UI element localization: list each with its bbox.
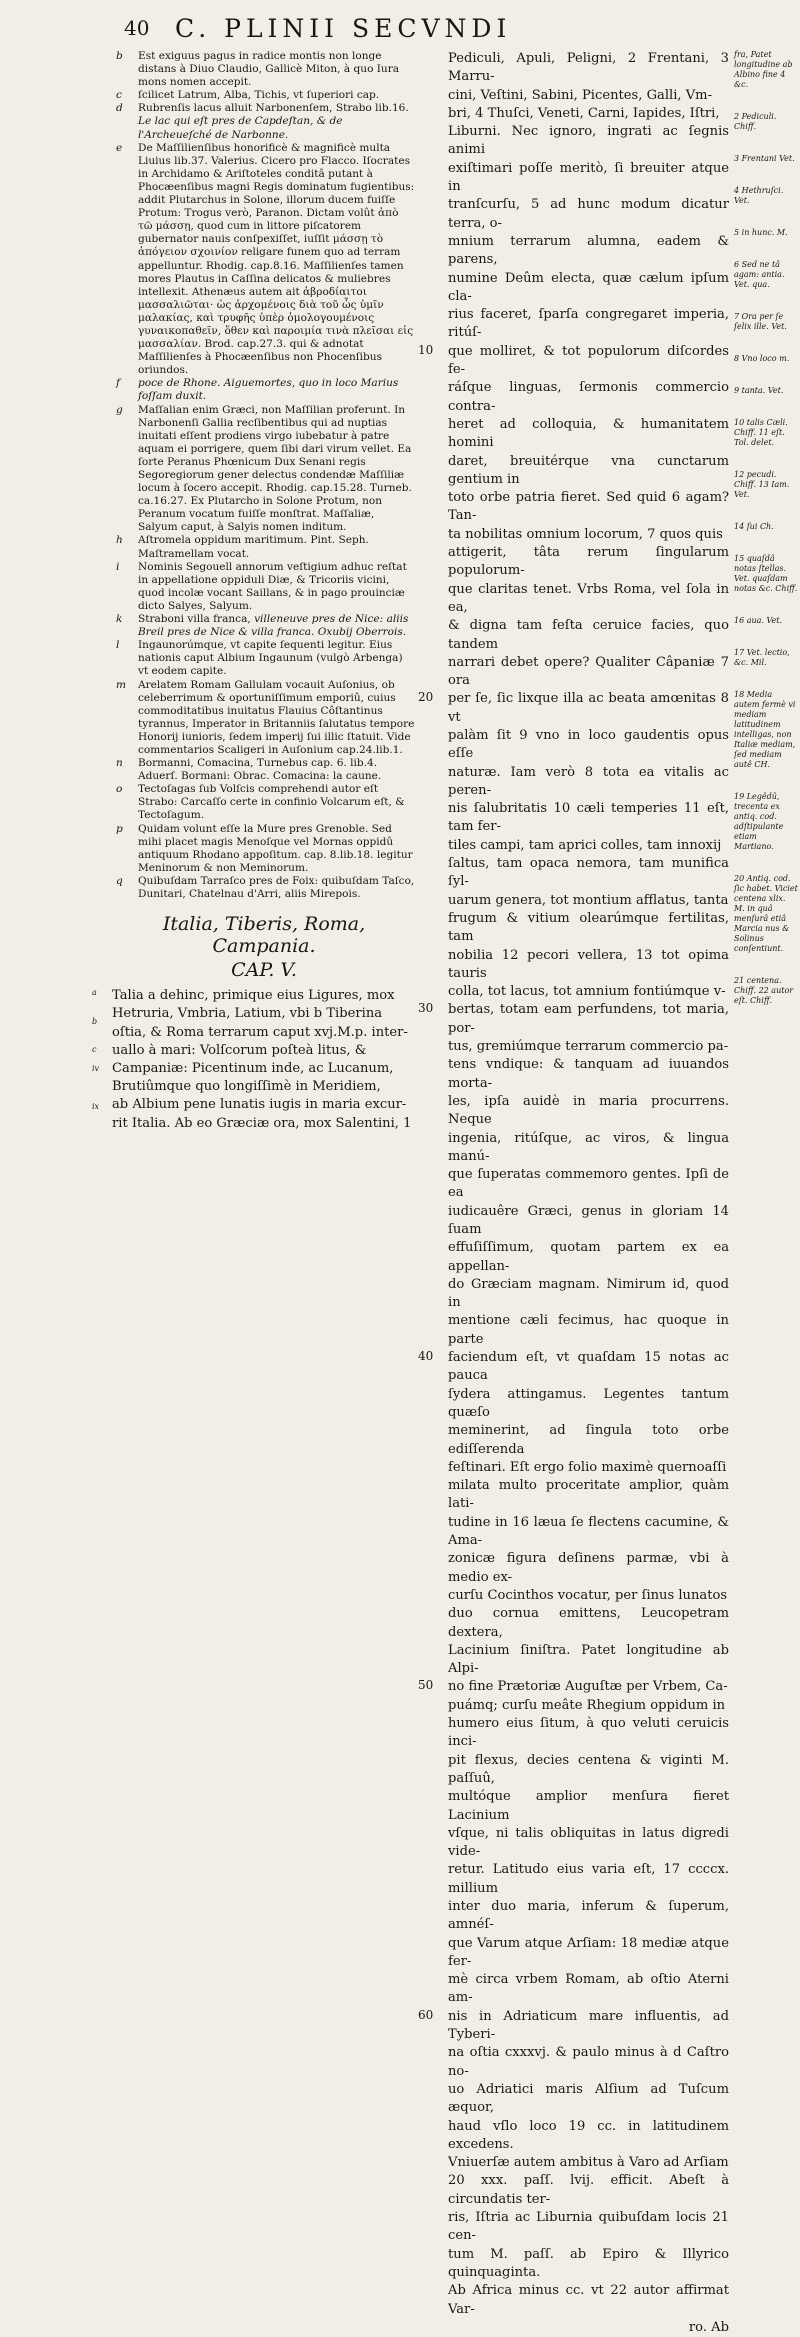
footnote-french-text: poce de Rhone. Aiguemortes, quo in loco Marius foſſam duxit. [138, 377, 399, 403]
body-line: palàm ſit 9 vno in loco gaudentis opus eſſe [448, 727, 729, 762]
footnote [112, 875, 416, 901]
body-line: ſaltus, tam opaca nemora, tam munifica ſyl- [448, 856, 729, 890]
line-number: 20 [418, 690, 434, 704]
footnote-text: Quidam volunt eſſe la Mure pres Grenoble. Sed mihi placet magis Menoſque vel Mornas oppidû antiquum Rhodano appoſitum. cap. 8.lib.18. legitur Meninorum & non Meminorum. [138, 822, 413, 874]
margin-note: 7 Ora per ſe ſelix ille. Vet. [734, 312, 787, 331]
footnote-text: Est exiguus pagus in radice montis non longe distans à Diuo Claudio, Gallicè Miton, à quo Iura mons nomen accepit. [138, 50, 400, 89]
margin-note: 4 Hethruſci. Vet. [734, 186, 784, 205]
margin-note: 16 aua. Vet. [734, 616, 783, 625]
body-line: Vniuerſæ autem ambitus à Varo ad Arſiam [448, 2155, 729, 2171]
body-line: feſtinari. Eſt ergo folio maximè quernoaſſi [448, 1459, 727, 1475]
body-line: colla, tot lacus, tot amnium fontiúmque v- [448, 984, 726, 1000]
line-number: 10 [418, 343, 434, 357]
footnote [112, 404, 416, 535]
margin-note: 21 centena. Chiff. 22 autor eſt. Chiff. [734, 976, 794, 1005]
body-line: uarum genera, tot montium afflatus, tanta [448, 892, 729, 908]
margin-letter: c [92, 1045, 97, 1055]
body-line: Talia a dehinc, primique eius Ligures, mox [112, 988, 395, 1004]
body-line: nis in Adriaticum mare influentis, ad Tyberi- [448, 2008, 729, 2043]
body-line: attigerit, tâta rerum ſingularum populorum- [448, 545, 729, 579]
body-line: que Varum atque Arſiam: 18 mediæ atque fer- [448, 1935, 729, 1969]
footnote [112, 823, 416, 875]
notes-column [112, 50, 416, 1133]
footnote-letter: g [116, 403, 123, 416]
page-number: 40 [124, 16, 150, 40]
margin-note: 8 Vno loco m. [734, 354, 790, 363]
footnote [112, 142, 416, 378]
margin-letter: ix [92, 1102, 100, 1112]
body-line: numine Deûm electa, quæ cælum ipſum cla- [448, 270, 729, 304]
footnote-text: Straboni villa franca, [138, 613, 251, 626]
margin-note: 9 tanta. Vet. [734, 386, 784, 395]
margin-note: 18 Media autem fermè vi mediam latitudinem intelligas, non Italiæ mediam, ſed mediam autê CH. [734, 690, 796, 769]
page-header [0, 14, 800, 50]
footnote [112, 50, 416, 89]
body-line: multóque amplior menſura fieret Lacinium [448, 1789, 729, 1823]
body-line: no fine Prætoriæ Auguſtæ per Vrbem, Ca- [448, 1679, 728, 1695]
footnote-text: Quibuſdam Tarraſco pres de Foix: quibuſdam Taſco, Dunitari, Chatelnau d'Arri, aliis Mirepois. [138, 874, 415, 900]
body-line: daret, breuitérque vna cunctarum gentium in [448, 453, 729, 487]
body-line: heret ad colloquia, & humanitatem homini [448, 416, 729, 451]
body-line: cini, Veſtini, Sabini, Picentes, Galli, Vm- [448, 87, 713, 103]
body-line: toto orbe patria fieret. Sed quid 6 agam? Tan- [448, 490, 729, 524]
body-line: que claritas tenet. Vrbs Roma, vel ſola in ea, [448, 581, 729, 615]
footnote-letter: n [116, 757, 123, 770]
footnote-text: Maſſalian enim Græci, non Maſſilian proferunt. In Narbonenſi Gallia recſibentibus qui ad nuptias inuitati eſſent prodiens virgo iubebatur à patre aquam ei porrigere, quem ſibi dari virum vellet. Ea ſorte Peranus Phœnicum Dux Senani regis Segoregiorum gener delectus condendæ Maſſiliæ locum à ſocero accepit. Rhodig. cap.15.28. Turneb. ca.16.27. Ex Plutarcho in Solone Protum, non Peranum vocatum fuiſſe monſtrat. Maſſaliæ, Salyum caput, à Salyis nomen inditum. [138, 403, 412, 534]
margin-note: 2 Pediculi. Chiff. [734, 112, 777, 131]
body-line: mnium terrarum alumna, eadem & parens, [448, 233, 729, 268]
footnote [112, 639, 416, 678]
body-line: tudine in 16 læua ſe flectens cacumine, & Ama- [448, 1514, 729, 1549]
body-line: Liburni. Nec ignoro, ingrati ac ſegnis animi [448, 124, 729, 158]
body-line: naturæ. Iam verò 8 tota ea vitalis ac peren- [448, 764, 729, 798]
body-line: ro. Ab [688, 2319, 729, 2335]
margin-letter: iv [92, 1064, 100, 1074]
footnote-french-text: villeneuve pres de Nice: aliis Breil pres de Nice & villa franca. Oxubij Oberrois. [138, 613, 409, 639]
body-line: per ſe, ſic lixque illa ac beata amœnitas 8 vt [448, 691, 729, 725]
body-line: inter duo maria, inferum & ſuperum, amnéſ- [448, 1898, 729, 1933]
body-line: les, ipſa auidè in maria procurrens. Neque [448, 1093, 729, 1128]
line-number: 50 [418, 1678, 434, 1692]
body-line: effuſiſſimum, quotam partem ex ea appellan- [448, 1240, 729, 1274]
margin-note: 12 pecudi. Chiff. 13 Iam. Vet. [734, 470, 790, 499]
body-line: nobilia 12 pecori vellera, 13 tot opima tauris [448, 947, 729, 981]
section-heading: Italia, Tiberis, Roma, Campania. [162, 913, 366, 958]
body-line: pit flexus, decies centena & viginti M. paſſuû, [448, 1752, 729, 1786]
body-line: meminerint, ad ſingula toto orbe ediſſerenda [448, 1423, 729, 1457]
line-number: 60 [418, 2008, 434, 2022]
body-line: que ſuperatas commemoro gentes. Ipſi de ea [448, 1167, 729, 1201]
footnote-text: De Maſſilienſibus honorificè & magnificè multa Liuius lib.37. Valerius. Cicero pro Flacco. Iſocrates in Archidamo & Ariſtoteles conditâ putant à Phocæenſibus magni Regis dominatum fugientibus: addit Plutarchus in Solone, illorum ducem fuiſſe Protum: Trogus verò, Paranon. Dictam volût ἀπὸ τῶ μάσσῃ, quod cum in littore piſcatorem gubernator nauis conſpexiſſet, iuſſit μάσσῃ τὸ ἀπόγειον σχοινίον religare funem quo ad terram appelluntur. Rhodig. cap.8.16. Maſſilienſes tamen mores Plautus in Caſſina delicatos & muliebres intellexit. Athenæus autem ait ἁβροδίαιτοι μασσαλιῶται· ὡς ἀρχομένοις διὰ τοῦ ὧς ὑμῖν μαλακίας, καὶ τρυφῆς ὑπὲρ ὁμολογουμένοις γυναικοπαθεῖν, ὅθεν καὶ παροιμία τινὰ πλεῖσαι εἰς μασσαλίαν. Brod. cap.27.3. qui & adnotat Maſſilienſes à Phocæenſibus non Phocenſibus oriundos. [138, 141, 415, 377]
body-line: tum M. paſſ. ab Epiro & Illyrico quinquaginta. [448, 2246, 729, 2280]
margin-note: 20 Antiq. cod. ſic habet. Viciet centena xlix. M. in quâ menſurâ etiâ Marcia nus & Solinus conſentiunt. [734, 874, 798, 953]
notes-list [112, 50, 416, 901]
body-line: puámq; curſu meâte Rhegium oppidum in [448, 1697, 726, 1713]
margin-letter: a [92, 988, 97, 998]
main-text-column [448, 50, 729, 2337]
body-line: ris, Iſtria ac Liburnia quibuſdam locis 21 cen- [448, 2210, 729, 2244]
body-line: Ab Africa minus cc. vt 22 autor affirmat Var- [448, 2283, 729, 2317]
footnote-letter: b [116, 50, 123, 62]
footnote-text: Tectoſagas ſub Volſcis comprehendi autor eſt Strabo: Carcaſſo certe in confinio Volcarum eſt, & Tectoſagum. [138, 783, 405, 822]
footnote-letter: e [116, 141, 123, 154]
margin-note: 19 Legêdû, trecenta ex antiq. cod. adſtipulante etiam Martiano. [734, 792, 784, 851]
body-line: ſydera attingamus. Legentes tantum quæſo [448, 1386, 729, 1420]
body-line: & digna tam feſta ceruice facies, quo tandem [448, 618, 729, 652]
body-line: ab Albium pene lunatis iugis in maria excur- [112, 1097, 407, 1113]
footnote-text: Rubrenſis lacus alluit Narbonenſem, Strabo lib.16. [138, 102, 409, 115]
footnote-letter: h [116, 534, 123, 547]
body-line: rius faceret, ſparſa congregaret imperia, ritúſ- [448, 307, 729, 341]
margin-note: 3 Frentani Vet. [734, 154, 795, 163]
body-line: 20 xxx. paſſ. lvij. efficit. Abeſt à circundatis ter- [448, 2173, 729, 2207]
footnote-text: Nominis Segouell annorum veſtigium adhuc reſtat in appellatione oppiduli Diæ, & Tricoriis vicini, quod incolæ vocant Saillans, & in pago prouinciæ dicto Salyes, Salyum. [138, 560, 407, 612]
margin-letter: b [92, 1016, 98, 1026]
footnote-letter: c [116, 89, 122, 102]
body-line: bertas, totam eam perfundens, tot maria, por- [448, 1002, 729, 1036]
footnote-text: Bormanni, Comacina, Turnebus cap. 6. lib.4. Aduerſ. Bormani: Obrac. Comacina: la caune. [138, 757, 382, 783]
margin-note: fra, Patet longitudine ab Albino fine 4 &c. [734, 50, 793, 89]
footnote-french-text: Le lac qui eſt pres de Capdeſtan, & de l'Archeueſché de Narbonne. [138, 115, 343, 141]
margin-note: 5 in hunc. M. [734, 228, 788, 237]
margin-note: 15 quaſdâ notas ſtellas. Vet. quaſdam notas &c. Chiff. [734, 554, 798, 593]
body-line: nis ſalubritatis 10 cæli temperies 11 eſt, tam fer- [448, 801, 729, 835]
body-line: ráſque linguas, ſermonis commercio contra- [448, 380, 729, 414]
margin-note: 14 ſui Ch. [734, 522, 774, 531]
body-line: iudicauêre Græci, genus in gloriam 14 ſuam [448, 1203, 729, 1237]
body-line: narrari debet opere? Qualiter Câpaniæ 7 ora [448, 654, 729, 689]
footnote-letter: p [116, 822, 123, 835]
footnote [112, 757, 416, 783]
footnote [112, 679, 416, 758]
body-line: tens vndique: & tanquam ad iuuandos morta- [448, 1057, 729, 1091]
body-line: frugum & vitium olearúmque fertilitas, tam [448, 910, 729, 945]
footnote-text: Aſtromela oppidum maritimum. Pint. Seph. Maſtramellam vocat. [138, 534, 369, 560]
body-line: mentione cæli fecimus, hac quoque in parte [448, 1313, 729, 1347]
body-line: haud vſlo loco 19 cc. in latitudinem excedens. [448, 2118, 729, 2152]
margin-note: 10 talis Cæli. Chiff. 11 eſt. Tol. delet. [734, 418, 788, 447]
body-line: do Græciam magnam. Nimirum id, quod in [448, 1276, 729, 1311]
body-line: na oſtia cxxxvj. & paulo minus à d Caſtro no- [448, 2045, 729, 2079]
body-line: Lacinium ſiniſtra. Patet longitudine ab Alpi- [448, 1642, 729, 1677]
footnote-letter: q [116, 874, 123, 887]
margin-note: 17 Vet. lectio, &c. Mil. [734, 648, 790, 667]
body-line: zonicæ figura deſinens parmæ, vbi à medio ex- [448, 1551, 729, 1585]
body-line: retur. Latitudo eius varia eſt, 17 ccccx. millium [448, 1862, 729, 1896]
body-line: faciendum eſt, vt quaſdam 15 notas ac pauca [448, 1350, 729, 1384]
footnote [112, 613, 416, 639]
footnote-letter: d [116, 102, 123, 115]
running-title: C. PLINII SECVNDI [175, 14, 512, 43]
footnote-text: Arelatem Romam Gallulam vocauit Auſonius, ob celeberrimum & oportuniſſimum emporiû, cuius commoditatibus inuitatus Flauius Côſtantinus tyrannus, Imperator in Britanniis ſalutatus tempore Honorij iunioris, ſedem imperij ſui illic ſtatuit. Vide commentarios Scaligeri in Auſonium cap.24.lib.1. [138, 678, 415, 756]
body-line: milata multo proceritate amplior, quàm lati- [448, 1478, 729, 1512]
body-line: uo Adriatici maris Alſium ad Tuſcum æquor, [448, 2081, 729, 2116]
left-body-text [112, 987, 416, 1133]
footnote-letter: k [116, 613, 123, 626]
body-line: mè circa vrbem Romam, ab oſtio Aterni am- [448, 1972, 729, 2006]
footnote [112, 783, 416, 822]
body-line: Brutiûmque quo longiſſimè in Meridiem, [112, 1079, 381, 1095]
footnote [112, 561, 416, 613]
body-line: Pediculi, Apuli, Peligni, 2 Frentani, 3 Marru- [448, 51, 729, 85]
body-line: oſtia, & Roma terrarum caput xvj.M.p. inter- [112, 1024, 408, 1040]
line-number: 40 [418, 1349, 434, 1363]
body-line: tiles campi, tam aprici colles, tam innoxij [448, 837, 722, 853]
footnote-letter: f [116, 377, 120, 390]
body-line: exiſtimari poſſe meritò, ſi breuiter atque in [448, 160, 729, 195]
body-line: tus, gremiúmque terrarum commercio pa- [448, 1039, 729, 1055]
body-line: humero eius ſitum, à quo veluti ceruicis inci- [448, 1716, 729, 1750]
footnote-letter: l [116, 639, 120, 652]
body-line: curſu Cocinthos vocatur, per ſinus lunatos [448, 1587, 728, 1603]
body-line: ta nobilitas omnium locorum, 7 quos quis [448, 526, 723, 542]
footnote [112, 102, 416, 141]
footnote-text: Ingaunorúmque, vt capite ſequenti legitur. Eius nationis caput Albium Ingaunum (vulgò Arbenga) vt eodem capite. [138, 639, 403, 678]
footnote-letter: o [116, 783, 123, 796]
body-line: tranſcurſu, 5 ad hunc modum dicatur terra, o- [448, 197, 729, 231]
chapter-heading: CAP. V. [231, 959, 297, 982]
margin-note: 6 Sed ne tâ agam: antia. Vet. qua. [734, 260, 785, 289]
footnote-text: ſcilicet Latrum, Alba, Tichis, vt ſuperiori cap. [138, 89, 380, 102]
footnote-letter: m [116, 678, 127, 691]
body-line: que molliret, & tot populorum diſcordes fe- [448, 343, 729, 378]
footnote [112, 89, 416, 102]
footnote [112, 534, 416, 560]
line-number: 30 [418, 1001, 434, 1015]
body-line: Hetruria, Vmbria, Latium, vbi b Tiberina [112, 1006, 383, 1022]
body-line: duo cornua emittens, Leucopetram dextera, [448, 1606, 729, 1640]
body-line: Campaniæ: Picentinum inde, ac Lucanum, [112, 1060, 394, 1076]
body-line: ingenia, ritúſque, ac viros, & lingua manú- [448, 1130, 729, 1164]
body-line: vſque, ni talis obliquitas in latus digredi vide- [448, 1825, 729, 1860]
body-line: rit Italia. Ab eo Græciæ ora, mox Salentini, 1 [112, 1115, 412, 1131]
body-line: uallo à mari: Volſcorum poſteà litus, & [112, 1042, 367, 1058]
body-line: bri, 4 Thuſci, Veneti, Carni, Iapides, Iſtri, [448, 105, 720, 121]
footnote [112, 377, 416, 403]
footnote-letter: i [116, 560, 120, 573]
